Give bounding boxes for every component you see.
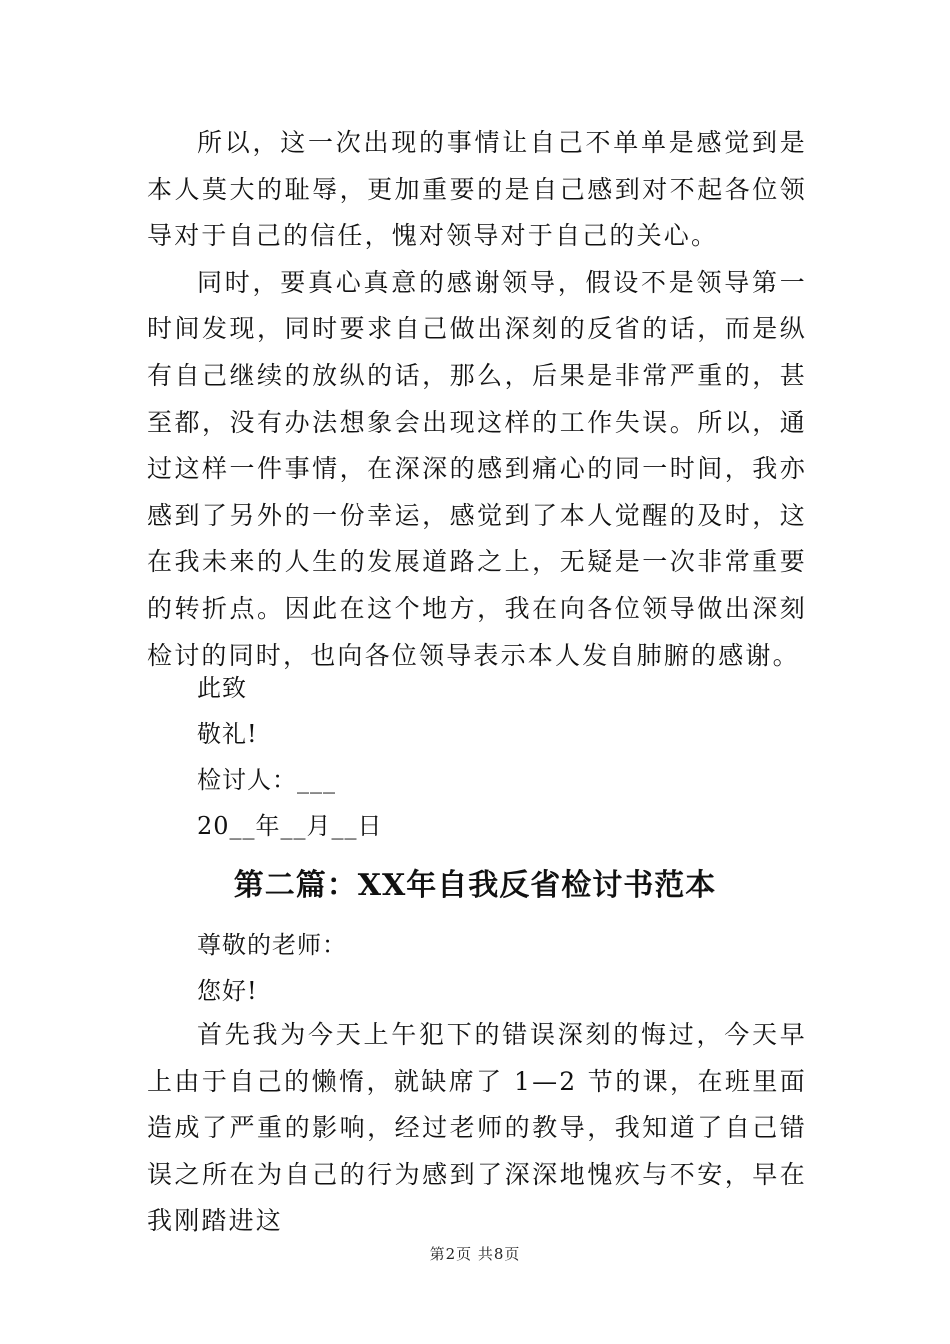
greeting-hello: 您好! bbox=[197, 977, 258, 1005]
paragraph: 首先我为今天上午犯下的错误深刻的悔过，今天早上由于自己的懒惰，就缺席了 1—2 节的课，在班里面造成了严重的影响，经过老师的教导，我知道了自己错误之所在为自己的行为感到了深深地愧疚与不安，早在我刚踏进这 bbox=[147, 1020, 807, 1236]
section-title: 第二篇：XX年自我反省检讨书范本 bbox=[233, 868, 717, 903]
page-indicator: 第2页 共8页 bbox=[429, 1245, 521, 1263]
salutation: 尊敬的老师： bbox=[197, 931, 347, 959]
body-text-bottom bbox=[147, 1012, 807, 1245]
paragraph: 同时，要真心真意的感谢领导，假设不是领导第一时间发现，同时要求自己做出深刻的反省的话，而是纵有自己继续的放纵的话，那么，后果是非常严重的，甚至都，没有办法想象会出现这样的工作失误。所以，通过这样一件事情，在深深的感到痛心的同一时间，我亦感到了另外的一份幸运，感觉到了本人觉醒的及时，这在我未来的人生的发展道路之上，无疑是一次非常重要的转折点。因此在这个地方，我在向各位领导做出深刻检讨的同时，也向各位领导表示本人发自肺腑的感谢。 bbox=[147, 267, 807, 670]
signer-line: 检讨人：___ bbox=[197, 766, 336, 794]
paragraph: 所以，这一次出现的事情让自己不单单是感觉到是本人莫大的耻辱，更加重要的是自己感到对不起各位领导对于自己的信任，愧对领导对于自己的关心。 bbox=[147, 128, 807, 251]
body-text-top bbox=[147, 120, 807, 679]
closing-line: 此致 bbox=[197, 674, 247, 702]
closing-salute: 敬礼! bbox=[197, 720, 258, 748]
date-line: 20__年__月__日 bbox=[197, 812, 383, 840]
